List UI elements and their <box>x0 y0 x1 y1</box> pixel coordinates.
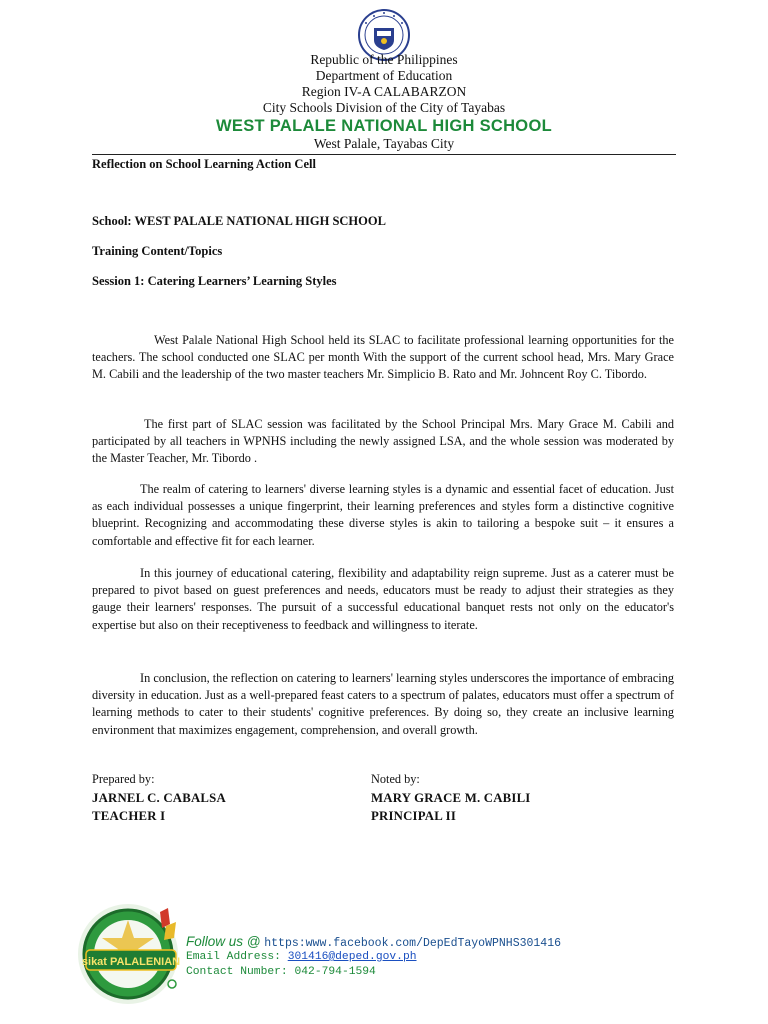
school-line: School: WEST PALALE NATIONAL HIGH SCHOOL <box>92 214 386 228</box>
header-divider <box>92 154 676 155</box>
follow-us-line <box>186 934 561 950</box>
paragraph-1-text: West Palale National High School held its SLAC to facilitate professional learning opportunities for the teachers. The school conducted one SLAC per month With the support of the current school head, Mrs. Mary Grace M. Cabili and the leadership of the two master teachers Mr. Simplicio B. Rato and Mr. Johncent Roy C. Tibordo. <box>92 333 674 382</box>
header-line-republic: Republic of the Philippines <box>310 52 458 67</box>
contact-label: Contact Number: <box>186 966 288 978</box>
header-line-division: City Schools Division of the City of Tayabas <box>262 100 506 115</box>
paragraph-3 <box>92 481 674 550</box>
prepared-by-title: TEACHER I <box>92 809 166 823</box>
training-topics-line: Training Content/Topics <box>92 244 223 258</box>
email-line <box>186 951 417 963</box>
noted-by-name: MARY GRACE M. CABILI <box>371 791 531 805</box>
document-title: Reflection on School Learning Action Cell <box>92 157 316 171</box>
contact-line <box>186 966 376 978</box>
paragraph-1 <box>92 332 674 384</box>
follow-us-label: Follow us @ <box>186 934 261 949</box>
noted-by-label: Noted by: <box>371 772 420 786</box>
prepared-by-name: JARNEL C. CABALSA <box>92 791 226 805</box>
facebook-link[interactable]: https:www.facebook.com/DepEdTayoWPNHS301416 <box>264 937 561 950</box>
paragraph-5-text: In conclusion, the reflection on catering to learners' learning styles underscores the importance of embracing diversity in education. Just as a well-prepared feast caters to a spectrum of palates, educators must offer a spectrum of learning methods to cater to their students' cognitive preferences. By doing so, they create an inclusive learning environment that maximizes engagement, comprehension, and overall growth. <box>92 671 674 737</box>
prepared-by-label: Prepared by: <box>92 772 155 786</box>
email-link[interactable]: 301416@deped.gov.ph <box>287 951 417 963</box>
paragraph-5 <box>92 670 674 739</box>
paragraph-2-text: The first part of SLAC session was facilitated by the School Principal Mrs. Mary Grace M. Cabili and participated by all teachers in WPNHS including the newly assigned LSA, and the whole session was moderated by the Master Teacher, Mr. Tibordo . <box>92 417 674 466</box>
paragraph-3-text: The realm of catering to learners' diverse learning styles is a dynamic and essential facet of education. Just as each individual possesses a unique fingerprint, their learning preferences and styles form a distinctive cognitive blueprint. Recognizing and accommodating these diverse styles is akin to tailoring a bespoke suit – it ensures a comfortable and effective fit for each learner. <box>92 482 674 548</box>
school-address: West Palale, Tayabas City <box>313 136 455 151</box>
paragraph-2 <box>92 416 674 468</box>
noted-by-title: PRINCIPAL II <box>371 809 456 823</box>
school-name: WEST PALALE NATIONAL HIGH SCHOOL <box>216 117 552 135</box>
header-line-region: Region IV-A CALABARZON <box>301 84 467 99</box>
session-line: Session 1: Catering Learners’ Learning Styles <box>92 274 337 288</box>
header-line-department: Department of Education <box>315 68 453 83</box>
paragraph-4 <box>92 565 674 634</box>
email-label: Email Address: <box>186 951 281 963</box>
svg-text:sikat PALALENIAN: sikat PALALENIAN <box>81 956 181 968</box>
paragraph-4-text: In this journey of educational catering, flexibility and adaptability reign supreme. Just as a caterer must be prepared to pivot based on guest preferences and needs, educators must be ready to adjust their strategies as they gauge their learners' responses. The pursuit of a successful educational banquet rests not only on the educator's expertise but also on their receptiveness to feedback and willingness to iterate. <box>92 566 674 632</box>
school-logo-icon <box>76 898 188 1010</box>
contact-number: 042-794-1594 <box>294 966 376 978</box>
